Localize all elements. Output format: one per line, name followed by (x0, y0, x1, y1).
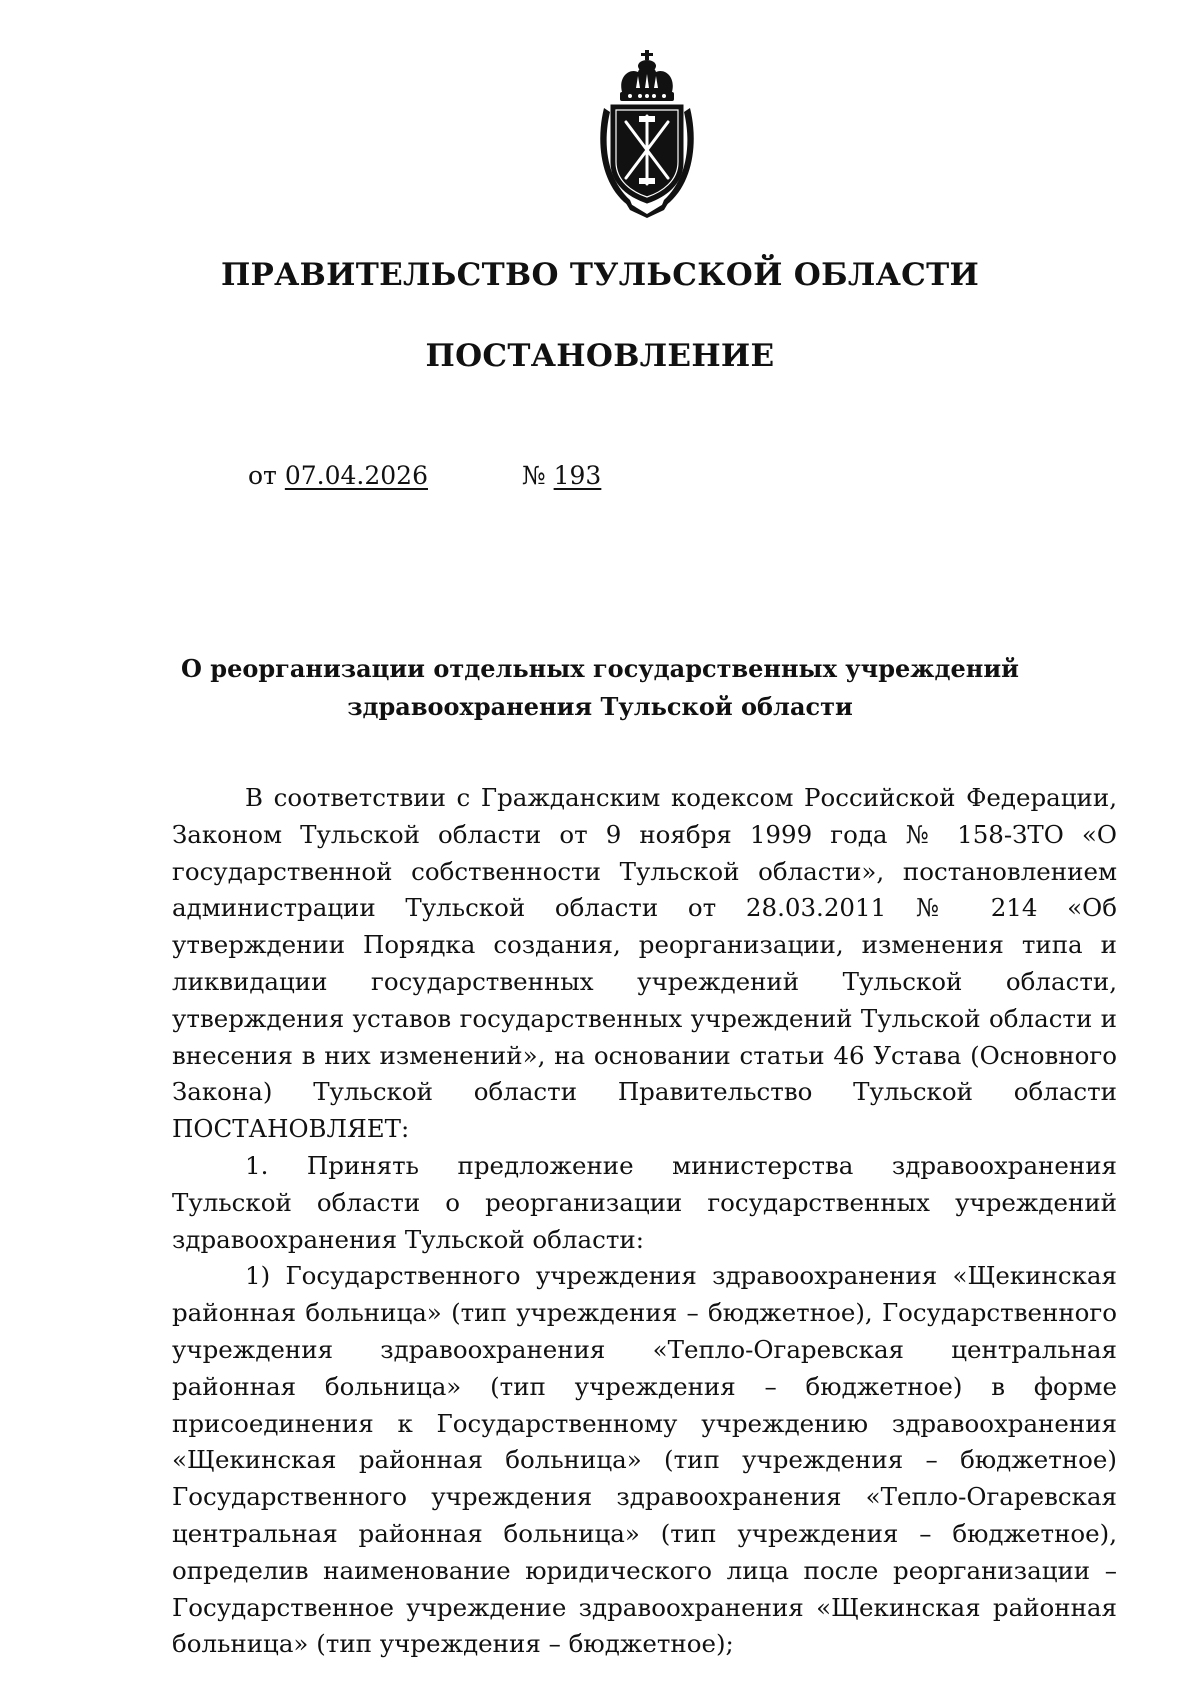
document-body (172, 780, 1117, 1663)
subject-line-2: здравоохранения Тульской области (347, 692, 853, 721)
clause-1-paragraph: 1. Принять предложение министерства здравоохранения Тульской области о реорганизации государственных учреждений здравоохранения Тульской области: (172, 1150, 1117, 1254)
number-value: 193 (553, 461, 602, 490)
number-prefix: № (522, 461, 546, 490)
date-prefix: от (248, 461, 277, 490)
coat-of-arms-icon (594, 50, 700, 218)
preamble-paragraph: В соответствии с Гражданским кодексом Российской Федерации, Законом Тульской области от 9 ноября 1999 года № 158-ЗТО «О государственной собственности Тульской области», постановлением администрации Тульской области от 28.03.2011 № 214 «Об утверждении Порядка создания, реорганизации, изменения типа и ликвидации государственных учреждений Тульской области, утверждения уставов государственных учреждений Тульской области и внесения в них изменений», на основании статьи 46 Устава (Основного Закона) Тульской области Правительство Тульской области ПОСТАНОВЛЯЕТ: (172, 783, 1117, 1144)
document-date (248, 461, 428, 490)
date-value: 07.04.2026 (284, 461, 428, 490)
document-subject (0, 650, 1200, 726)
organization-title: ПРАВИТЕЛЬСТВО ТУЛЬСКОЙ ОБЛАСТИ (220, 257, 980, 293)
document-type: ПОСТАНОВЛЕНИЕ (425, 338, 775, 374)
document-number (522, 461, 601, 490)
subject-line-1: О реорганизации отдельных государственных учреждений (181, 654, 1019, 683)
clause-1-1-paragraph: 1) Государственного учреждения здравоохранения «Щекинская районная больница» (тип учреждения – бюджетное), Государственного учреждения здравоохранения «Тепло-Огаревская центральная районная больница» (тип учреждения – бюджетное) в форме присоединения к Государственному учреждению здравоохранения «Щекинская районная больница» (тип учреждения – бюджетное) Государственного учреждения здравоохранения «Тепло-Огаревская центральная районная больница» (тип учреждения – бюджетное), определив наименование юридического лица после реорганизации – Государственное учреждение здравоохранения «Щекинская районная больница» (тип учреждения – бюджетное); (172, 1261, 1117, 1659)
